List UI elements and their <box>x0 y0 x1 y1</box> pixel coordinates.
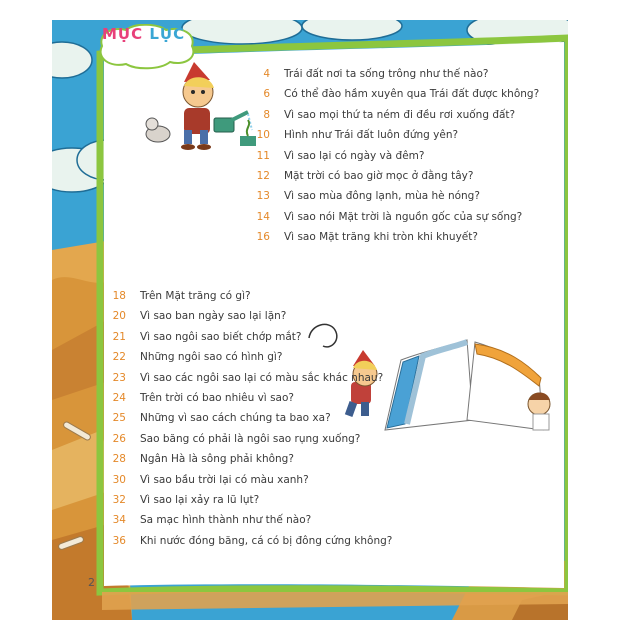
toc-page-number: 6 <box>263 88 270 101</box>
toc-question: Vì sao Mặt trăng khi tròn khi khuyết? <box>284 231 478 244</box>
toc-entry <box>248 65 488 83</box>
toc-question: Có thể đào hầm xuyên qua Trái đất được không? <box>284 88 540 101</box>
toc-page-number: 34 <box>112 514 126 527</box>
toc-entry <box>104 348 282 366</box>
toc-entry <box>248 85 539 103</box>
title-part1: MỤC <box>102 25 144 43</box>
toc-page-number: 18 <box>112 290 126 302</box>
toc-entry <box>248 147 424 165</box>
toc-question: Sa mạc hình thành như thế nào? <box>140 514 312 527</box>
toc-question: Khi nước đóng băng, cá có bị đông cứng không? <box>140 534 393 547</box>
toc-question: Vì sao lại có ngày và đêm? <box>284 149 425 162</box>
toc-page-number: 4 <box>263 68 270 80</box>
toc-entry <box>104 307 286 325</box>
title-part2: LỤC <box>149 25 186 43</box>
toc-question: Vì sao ban ngày sao lại lặn? <box>140 310 287 323</box>
toc-entry <box>248 187 480 205</box>
toc-question: Những vì sao cách chúng ta bao xa? <box>140 412 331 425</box>
toc-page-number: 23 <box>112 371 126 384</box>
toc-question: Vì sao lại xảy ra lũ lụt? <box>140 494 260 506</box>
toc-page-number: 13 <box>256 190 270 203</box>
toc-entry <box>104 511 311 529</box>
toc-question: Ngân Hà là sông phải không? <box>140 453 294 466</box>
toc-question: Trái đất nơi ta sống trông như thế nào? <box>284 68 489 80</box>
toc-entry <box>104 471 309 489</box>
toc-question: Mặt trời có bao giờ mọc ở đằng tây? <box>284 170 474 182</box>
toc-page-number: 21 <box>112 330 126 343</box>
toc-page-number: 36 <box>112 534 126 547</box>
toc-entry <box>104 491 259 509</box>
toc-question: Vì sao mùa đông lạnh, mùa hè nóng? <box>284 190 480 203</box>
toc-question: Hình như Trái đất luôn đứng yên? <box>284 129 459 142</box>
toc-page-number: 12 <box>256 170 270 182</box>
toc-page-number: 24 <box>112 392 126 404</box>
toc-question: Vì sao mọi thứ ta ném đi đều rơi xuống đất? <box>284 108 516 121</box>
toc-question: Sao băng có phải là ngôi sao rụng xuống? <box>140 432 361 445</box>
toc-entry <box>248 126 458 144</box>
toc-question: Vì sao ngôi sao biết chớp mắt? <box>140 330 302 343</box>
toc-question: Vì sao bầu trời lại có màu xanh? <box>140 473 309 486</box>
toc-entry <box>248 106 515 124</box>
toc-question: Vì sao nói Mặt trời là nguồn gốc của sự sống? <box>284 210 523 223</box>
toc-question: Vì sao các ngôi sao lại có màu sắc khác nhau? <box>140 371 384 384</box>
toc-entry <box>104 532 392 550</box>
toc-page-number: 32 <box>112 494 126 506</box>
toc-entry <box>248 167 473 185</box>
toc-page-number: 14 <box>256 210 270 223</box>
toc-entry <box>104 450 294 468</box>
toc-page-number: 20 <box>112 310 126 323</box>
toc-page-number: 26 <box>112 432 126 445</box>
toc-page-number: 25 <box>112 412 126 425</box>
toc-question: Trên trời có bao nhiêu vì sao? <box>140 392 294 404</box>
toc-question: Trên Mặt trăng có gì? <box>140 290 251 302</box>
toc-page-number: 16 <box>256 231 270 244</box>
toc-page-number: 10 <box>256 129 270 142</box>
toc-entry <box>104 369 383 387</box>
toc-page-number: 28 <box>112 453 126 466</box>
toc-page-number: 30 <box>112 473 126 486</box>
toc-entry <box>248 228 478 246</box>
toc-entry <box>104 328 301 346</box>
toc-entry <box>104 430 360 448</box>
toc-entry <box>104 409 331 427</box>
toc-entry <box>104 287 251 305</box>
table-of-contents <box>52 20 568 620</box>
toc-question: Những ngôi sao có hình gì? <box>140 351 283 364</box>
toc-page-number: 8 <box>263 108 270 121</box>
toc-page-number: 22 <box>112 351 126 364</box>
page-number: 2 <box>88 576 95 589</box>
toc-entry <box>248 208 522 226</box>
book-page <box>52 20 568 620</box>
toc-page-number: 11 <box>256 149 270 162</box>
toc-entry <box>104 389 294 407</box>
